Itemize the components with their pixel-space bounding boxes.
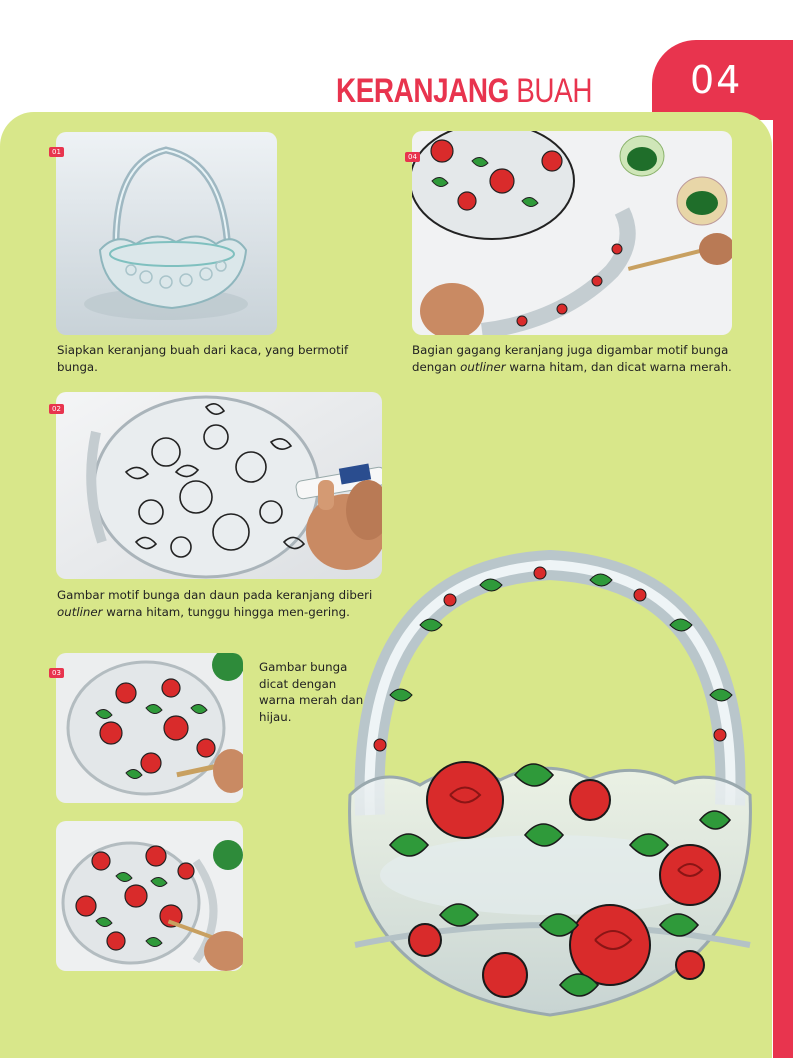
step-01-badge: 01 [49, 147, 64, 157]
page-title [336, 72, 592, 111]
step-03-caption: Gambar bunga dicat dengan warna merah dan hijau. [259, 660, 364, 724]
step-04-caption-b: warna hitam, dan dicat warna merah. [505, 359, 732, 374]
step-02-badge: 02 [49, 404, 64, 414]
step-02-caption-a: Gambar motif bunga dan daun pada keranjang diberi [57, 588, 373, 602]
step-01-caption: Siapkan keranjang buah dari kaca, yang bermotif bunga. [57, 343, 349, 374]
step-04-caption-em: outliner [460, 359, 506, 374]
page-title-bold: KERANJANG [336, 72, 509, 110]
step-01-photo [56, 132, 277, 335]
step-03-badge: 03 [49, 668, 64, 678]
step-04-caption [412, 342, 732, 375]
page-edge-stripe [773, 100, 793, 1058]
step-03-photo [56, 653, 243, 803]
step-03-photo-2 [56, 821, 243, 971]
page-title-light: BUAH [516, 72, 593, 110]
step-02-caption-b: warna hitam, tunggu hingga men-gering. [102, 604, 350, 619]
step-04-photo [412, 131, 732, 335]
finished-basket-image [330, 545, 770, 1049]
step-04-caption-a: Bagian gagang keranjang juga digambar motif bunga dengan [412, 343, 729, 374]
step-04-badge: 04 [405, 152, 420, 162]
page-number: 04 [690, 58, 743, 102]
step-02-caption-em: outliner [57, 604, 103, 619]
step-02-caption [57, 587, 375, 620]
